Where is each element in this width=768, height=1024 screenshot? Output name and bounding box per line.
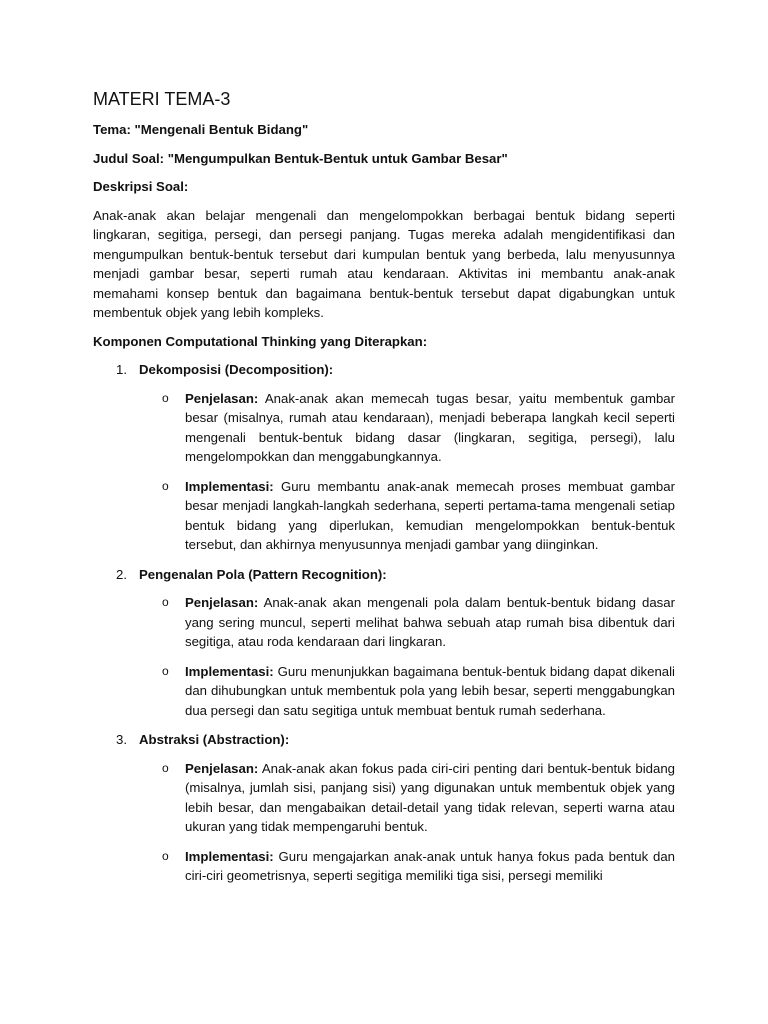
document-page — [93, 86, 675, 896]
item-label: Implementasi: — [185, 478, 274, 494]
hollow-bullet-icon: o — [162, 390, 169, 405]
item-text: Guru membantu anak-anak memecah proses membuat gambar besar menjadi langkah-langkah sederhana, seperti pertama-tama mengenali setiap bentuk bidang yang diperlukan, kemudian mengelompokkan bentuk-bentuk tersebut, dan akhirnya menyusunnya menjadi gambar yang diinginkan. — [185, 478, 675, 552]
hollow-bullet-icon: o — [162, 663, 169, 678]
section-heading: Pengenalan Pola (Pattern Recognition): — [139, 566, 387, 582]
komponen-label: Komponen Computational Thinking yang Diterapkan: — [93, 333, 428, 349]
deskripsi-paragraph: Anak-anak akan belajar mengenali dan mengelompokkan berbagai bentuk bidang seperti lingkaran, segitiga, persegi, dan persegi panjang. Tugas mereka adalah mengidentifikasi dan mengumpulkan bentuk-bentuk tersebut dari kumpulan bentuk yang berbeda, lalu menyusunnya menjadi gambar besar, seperti rumah atau kendaraan. Aktivitas ini membantu anak-anak memahami konsep bentuk dan bagaimana bentuk-bentuk tersebut dapat digabungkan untuk membentuk objek yang lebih kompleks. — [93, 207, 675, 320]
item-text: Anak-anak akan mengenali pola dalam bentuk-bentuk bidang dasar yang sering muncul, seperti melihat bahwa sebuah atap rumah bisa dibentuk dari segitiga, atau roda kendaraan dari lingkaran. — [185, 595, 675, 649]
item-text: Anak-anak akan fokus pada ciri-ciri penting dari bentuk-bentuk bidang (misalnya, jumlah sisi, panjang sisi) yang digunakan untuk membentuk objek yang lebih besar, dan mengabaikan detail-detail yang tidak relevan, seperti warna atau ukuran yang tidak mempengaruhi bentuk. — [185, 760, 675, 834]
hollow-bullet-icon: o — [162, 760, 169, 775]
list-item-implementasi — [93, 847, 675, 886]
item-label: Penjelasan: — [185, 390, 259, 406]
hollow-bullet-icon: o — [162, 848, 169, 863]
document-title: MATERI TEMA-3 — [93, 89, 231, 109]
item-label: Implementasi: — [185, 663, 274, 679]
list-item-penjelasan — [93, 593, 675, 652]
judul-soal-line: Judul Soal: "Mengumpulkan Bentuk-Bentuk untuk Gambar Besar" — [93, 150, 508, 166]
section-abstraksi — [93, 730, 675, 886]
section-pengenalan-pola — [93, 565, 675, 721]
list-item-implementasi — [93, 477, 675, 555]
tema-line: Tema: "Mengenali Bentuk Bidang" — [93, 122, 309, 137]
item-text: Anak-anak akan memecah tugas besar, yaitu membentuk gambar besar (misalnya, rumah atau kendaraan), menjadi beberapa langkah kecil seperti mengenali bentuk-bentuk bidang dasar (lingkaran, segitiga, persegi), lalu mengelompokkan dan menggabungkannya. — [185, 390, 675, 464]
item-label: Penjelasan: — [185, 595, 259, 610]
section-heading: Dekomposisi (Decomposition): — [139, 362, 334, 377]
item-label: Penjelasan: — [185, 760, 259, 776]
section-dekomposisi — [93, 360, 675, 555]
list-item-penjelasan — [93, 389, 675, 467]
item-label: Implementasi: — [185, 848, 274, 864]
list-item-penjelasan — [93, 759, 675, 837]
list-item-implementasi — [93, 662, 675, 721]
section-number: 3. — [116, 732, 127, 747]
section-heading: Abstraksi (Abstraction): — [139, 732, 290, 747]
item-text: Guru menunjukkan bagaimana bentuk-bentuk bidang dapat dikenali dan dihubungkan untuk membentuk pola yang lebih besar, seperti menggabungkan dua persegi dan satu segitiga untuk membuat bentuk rumah sederhana. — [185, 663, 675, 718]
deskripsi-label: Deskripsi Soal: — [93, 179, 189, 194]
section-number: 1. — [116, 362, 127, 377]
item-text: Guru mengajarkan anak-anak untuk hanya fokus pada bentuk dan ciri-ciri geometrisnya, seperti segitiga memiliki tiga sisi, persegi memiliki — [185, 848, 675, 883]
hollow-bullet-icon: o — [162, 595, 169, 609]
hollow-bullet-icon: o — [162, 478, 169, 493]
section-number: 2. — [116, 566, 127, 582]
